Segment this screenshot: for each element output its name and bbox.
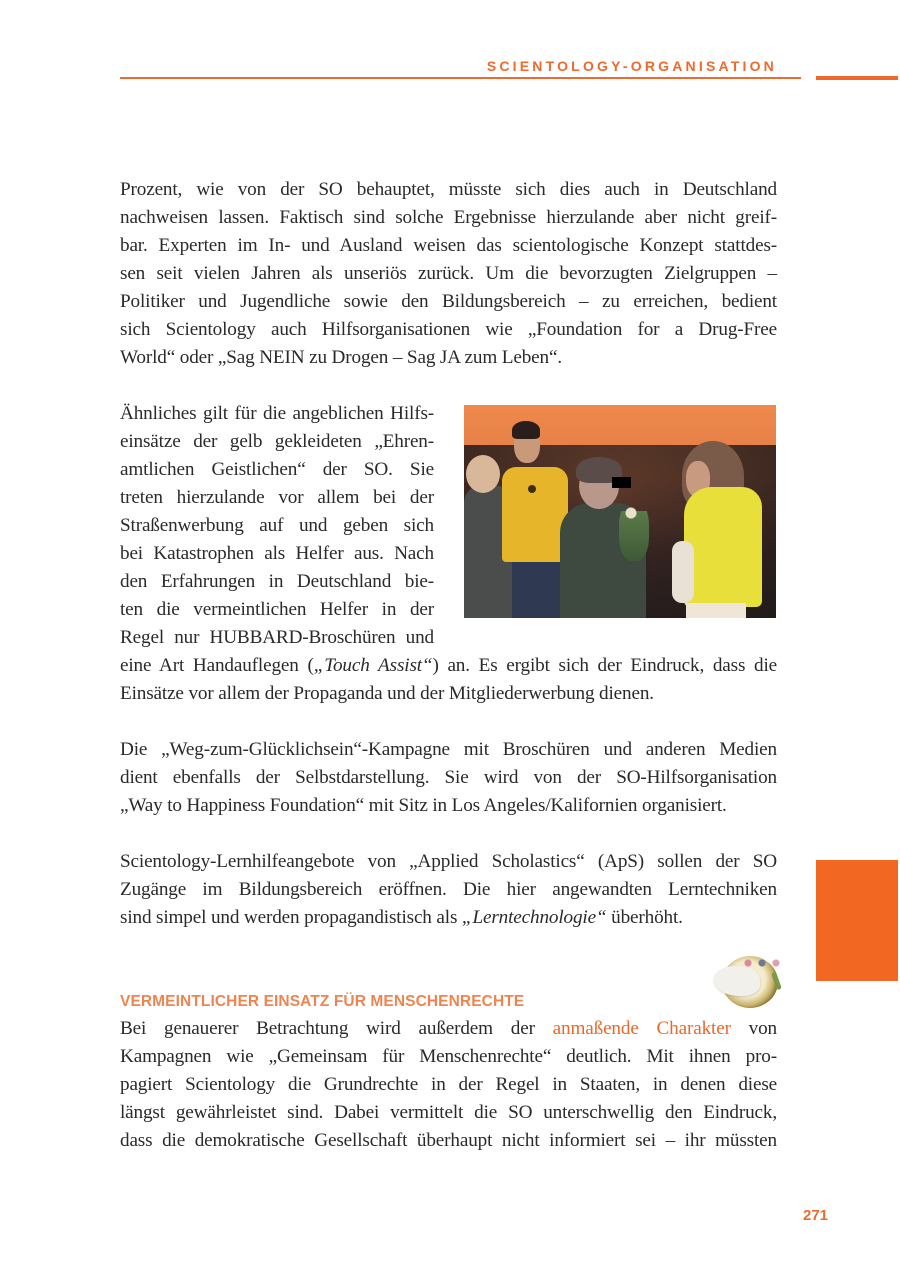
photo-censor-bar [612,477,631,488]
text-line: Die „Weg-zum-Glücklichsein“-Kampagne mit Broschüren und anderen Medien [120,739,777,760]
photo-girl-arm [672,541,694,603]
header-rule-side [816,76,898,80]
chapter-tab-marker [816,860,898,981]
photo-man-yellow-shirt [502,467,568,562]
text-line: Straßenwerbung auf und geben sich [120,515,434,536]
section-heading: VERMEINTLICHER EINSATZ FÜR MENSCHENRECHTE [120,993,525,1010]
text-line: bar. Experten im In- und Ausland weisen das scientologische Konzept stattdes- [120,235,777,256]
text-line: den Erfahrungen in Deutschland bie- [120,571,434,592]
photo-man-hair [512,421,540,439]
text-line: Bei genauerer Betrachtung wird außerdem der anmaßende Charakter von [120,1018,777,1039]
photo-girl-yellow-shirt [684,487,762,607]
running-head: SCIENTOLOGY-ORGANISATION [486,58,777,74]
text-line: dass die demokratische Gesellschaft überhaupt nicht informiert sei – ihr müssten [120,1130,777,1151]
photo-badge [528,485,536,493]
emblem-cap [714,966,760,996]
paragraph-2-continued [120,652,777,708]
emblem-dots [744,958,784,968]
text-line: „Way to Happiness Foundation“ mit Sitz in Los Angeles/Kalifornien organisiert. [120,795,727,816]
text-line: pagiert Scientology die Grundrechte in der Regel in Staaten, in denen diese [120,1074,777,1095]
text-line: Regel nur HUBBARD-Broschüren und [120,627,434,648]
text-line: nachweisen lassen. Faktisch sind solche Ergebnisse hierzulande aber nicht greif- [120,207,777,228]
text-line: Scientology-Lernhilfeangebote von „Applied Scholastics“ (ApS) sollen der SO [120,851,777,872]
text-line: bei Katastrophen als Helfer aus. Nach [120,543,434,564]
text-line: sen seit vielen Jahren als unseriös zurück. Um die bevorzugten Zielgruppen – [120,263,777,284]
text-line: Kampagnen wie „Gemeinsam für Menschenrechte“ deutlich. Mit ihnen pro- [120,1046,777,1067]
paragraph-4 [120,848,777,932]
paragraph-1 [120,176,777,372]
header-rule [120,77,801,79]
photo-flower [619,501,649,561]
photo-girl-pants [686,603,746,618]
text-line: sich Scientology auch Hilfsorganisationen wie „Foundation for a Drug-Free [120,319,777,340]
text-line: World“ oder „Sag NEIN zu Drogen – Sag JA zum Leben“. [120,347,562,368]
text-line: eine Art Handauflegen („Touch Assist“) an. Es ergibt sich der Eindruck, dass die [120,655,778,676]
photo-volunteers [464,405,776,618]
paragraph-3 [120,736,777,820]
text-line: längst gewährleistet sind. Dabei vermittelt die SO unterschwellig den Eindruck, [120,1102,777,1123]
text-line: sind simpel und werden propagandistisch als „Lerntechnologie“ überhöht. [120,907,683,928]
text-line: Zugänge im Bildungsbereich eröffnen. Die hier angewandten Lerntechniken [120,879,777,900]
text-line: einsätze der gelb gekleideten „Ehren- [120,431,434,452]
italic-term: „Touch Assist“ [313,655,433,676]
emblem-icon [704,948,788,1014]
text-line: Ähnliches gilt für die angeblichen Hilfs- [120,403,434,424]
highlighted-term: anmaßende Charakter [552,1018,731,1039]
text-line: ten die vermeintlichen Helfer in der [120,599,434,620]
text-line: Einsätze vor allem der Propaganda und der Mitgliederwerbung dienen. [120,683,654,704]
text-line: Prozent, wie von der SO behauptet, müsste sich dies auch in Deutschland [120,179,777,200]
text-line: dient ebenfalls der Selbstdarstellung. Sie wird von der SO-Hilfsorganisation [120,767,777,788]
paragraph-2-wrapped [120,400,434,652]
paragraph-5 [120,1015,777,1155]
text-line: treten hierzulande vor allem bei der [120,487,434,508]
photo-man-jeans [512,560,560,618]
text-line: amtlichen Geistlichen“ der SO. Sie [120,459,434,480]
text-line: Politiker und Jugendliche sowie den Bildungsbereich – zu erreichen, bedient [120,291,777,312]
photo-person-left-head [466,455,500,493]
page-number: 271 [803,1207,829,1224]
italic-term: „Lerntechnologie“ [461,907,607,928]
